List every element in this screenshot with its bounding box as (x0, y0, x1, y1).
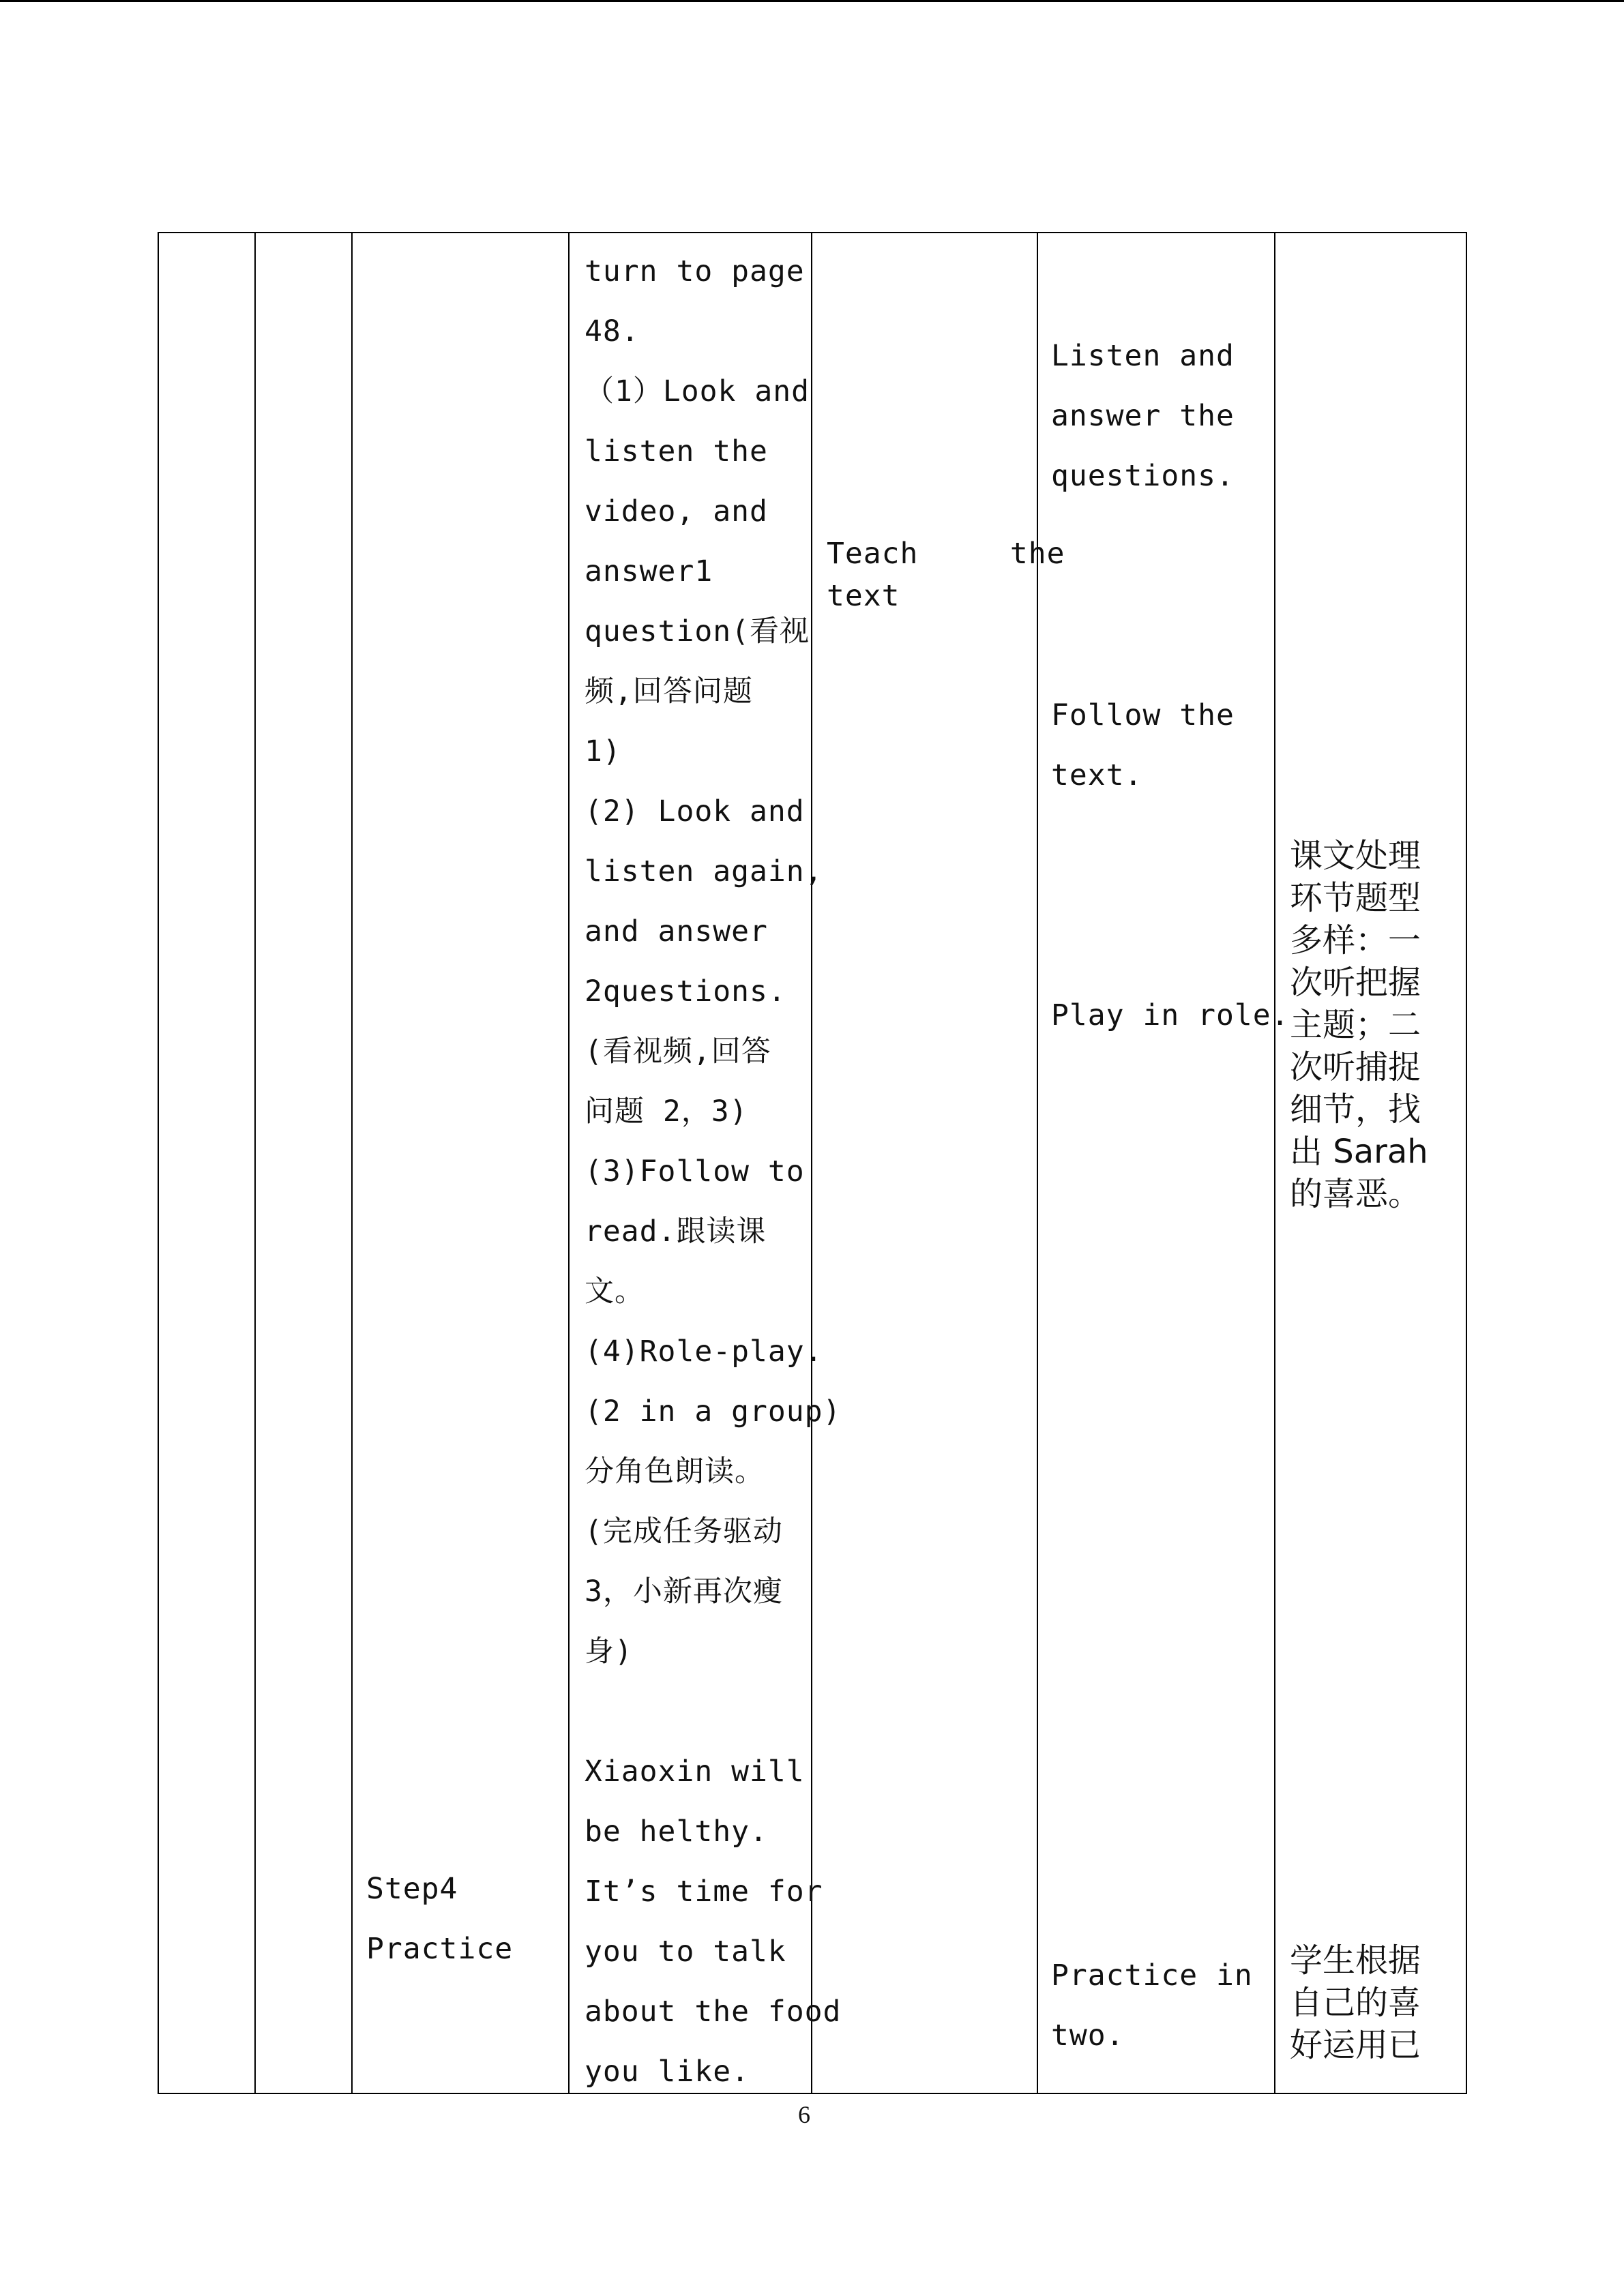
text-line: text (827, 579, 900, 613)
text-line: (4)Role-play. (585, 1335, 823, 1369)
table-col-border (1037, 232, 1038, 2094)
text-line: read.跟读课 (585, 1214, 767, 1249)
text-line: 细节，找 (1290, 1090, 1421, 1129)
page-number: 6 (798, 2101, 810, 2128)
text-line: you like. (585, 2055, 750, 2089)
text-line: 主题；二 (1290, 1006, 1421, 1044)
text-line: 学生根据 (1290, 1941, 1421, 1980)
text-line: Teach the (827, 537, 1065, 571)
text-line: text. (1051, 758, 1143, 792)
text-line: Listen and (1051, 339, 1235, 373)
design-intent-a (1290, 835, 1428, 1215)
text-line: (2 in a group) (585, 1395, 842, 1429)
table-top-border (158, 232, 1467, 233)
text-line: questions. (1051, 459, 1235, 493)
step-line: Practice (366, 1932, 514, 1966)
text-line: 3，小新再次瘦 (585, 1575, 783, 1609)
text-line: 分角色朗读。 (585, 1455, 765, 1489)
text-line: 问题 2，3) (585, 1094, 748, 1129)
text-line: 文。 (585, 1274, 645, 1309)
table-col-border (254, 232, 256, 2094)
table-col-border (1274, 232, 1275, 2094)
text-line: answer1 (585, 554, 713, 588)
step-heading (366, 1859, 513, 1979)
text-line: turn to page (585, 254, 805, 288)
text-line: (2) Look and (585, 794, 805, 829)
text-line: listen the (585, 434, 768, 468)
text-line: two. (1051, 2018, 1125, 2053)
text-line: It’s time for (585, 1875, 823, 1909)
text-line: about the food (585, 1995, 842, 2029)
design-intent-b (1290, 1939, 1421, 2066)
text-line: Follow the (1051, 698, 1235, 732)
text-line: you to talk (585, 1935, 786, 1969)
student-activity-c (1051, 985, 1290, 1045)
student-activity-b (1051, 685, 1235, 805)
text-line: (3)Follow to (585, 1154, 805, 1189)
text-line: (看视频,回答 (585, 1034, 771, 1069)
text-line: listen again, (585, 854, 823, 889)
page-top-border (0, 0, 1624, 2)
step-line: Step4 (366, 1872, 458, 1906)
text-line: 次听把握 (1290, 964, 1421, 1002)
text-line: 自己的喜 (1290, 1984, 1421, 2022)
text-line: and answer (585, 914, 768, 949)
table-col-border (1466, 232, 1467, 2094)
text-line: 好运用已 (1290, 2026, 1421, 2064)
text-line: 1) (585, 734, 621, 769)
text-line: 次听捕捉 (1290, 1048, 1421, 1086)
text-line: 多样：一 (1290, 921, 1421, 959)
text-line: 课文处理 (1290, 837, 1421, 875)
text-line: answer the (1051, 399, 1235, 433)
text-line: 48. (585, 314, 640, 348)
student-activity-d (1051, 1945, 1253, 2066)
text-line: (完成任务驱动 (585, 1515, 783, 1549)
text-line: Play in role. (1051, 998, 1290, 1032)
teacher-activity-text (585, 241, 841, 2102)
text-line: （1）Look and (585, 374, 810, 408)
text-line: 环节题型 (1290, 879, 1421, 917)
text-line: 频,回答问题 (585, 674, 753, 709)
text-line: be helthy. (585, 1815, 768, 1849)
text-line (585, 1682, 841, 1742)
table-col-border (568, 232, 570, 2094)
text-line: video, and (585, 494, 768, 528)
student-activity-a (1051, 326, 1235, 506)
text-line: 出 Sarah (1290, 1133, 1428, 1171)
table-col-border (351, 232, 353, 2094)
text-line: 2questions. (585, 974, 786, 1009)
text-line: question(看视 (585, 614, 810, 648)
text-line: 身) (585, 1635, 633, 1669)
table-col-border (158, 232, 159, 2094)
text-line: Practice in (1051, 1958, 1253, 1993)
text-line: 的喜恶。 (1290, 1175, 1421, 1213)
purpose-text (827, 533, 1065, 617)
text-line: Xiaoxin will (585, 1755, 805, 1789)
